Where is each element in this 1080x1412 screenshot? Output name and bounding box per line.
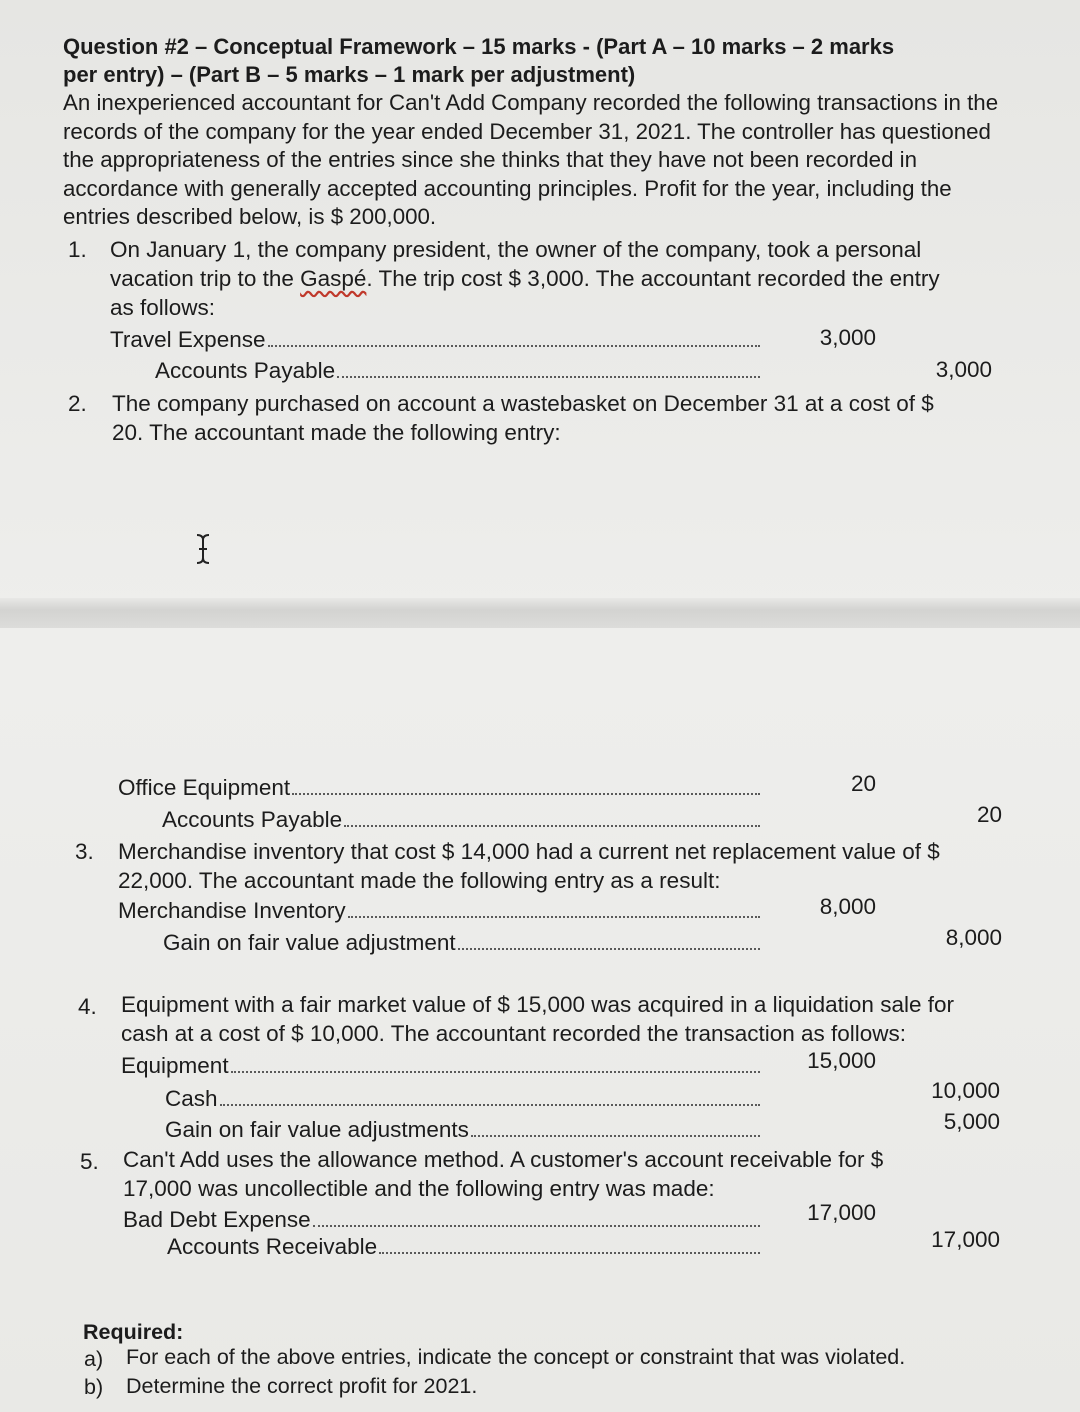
- item-3-credit-amount: 8,000: [945, 925, 1002, 950]
- item-1-number: 1.: [68, 237, 87, 262]
- leader-dots: [220, 1104, 760, 1106]
- item-1-text-c: as follows:: [110, 295, 216, 320]
- page-divider: [0, 598, 1080, 628]
- intro-paragraph: An inexperienced accountant for Can't Add Company recorded the following transactions in the records of the company for the year ended December 31, 2021. The controller has questioned the appropriateness of the entries since she thinks that they have not been recorded in accordance with generally accepted accounting principles. Profit for the year, including the entries described below, is $ 200,000.: [63, 90, 999, 229]
- item-4-credit2-line: [165, 1117, 760, 1143]
- item-5-debit-amount: 17,000: [807, 1200, 876, 1225]
- item-1-credit-line: [155, 358, 760, 384]
- item-5-number: 5.: [80, 1149, 99, 1174]
- item-5-debit-line: [123, 1207, 760, 1233]
- item-4-credit2-amount: 5,000: [943, 1109, 1000, 1134]
- required-a-text: For each of the above entries, indicate the concept or constraint that was violated.: [126, 1345, 906, 1369]
- credit-account: Gain on fair value adjustment: [163, 930, 456, 955]
- question-title-line1: Question #2 – Conceptual Framework – 15 marks - (Part A – 10 marks – 2 marks: [63, 34, 895, 59]
- item-2-debit-amount: 20: [850, 771, 876, 796]
- spellcheck-word[interactable]: Gaspé: [300, 266, 367, 291]
- required-heading: Required:: [83, 1320, 184, 1344]
- item-1-debit-line: [110, 327, 760, 353]
- leader-dots: [313, 1225, 760, 1227]
- item-4-credit-line: [165, 1086, 760, 1112]
- credit-account: Accounts Receivable: [167, 1234, 378, 1259]
- required-b-text: Determine the correct profit for 2021.: [126, 1374, 478, 1398]
- item-3-debit-line: [118, 898, 760, 924]
- leader-dots: [348, 916, 760, 918]
- item-2-text-b: 20. The accountant made the following entry:: [112, 420, 561, 445]
- item-3-text-b: 22,000. The accountant made the following entry as a result:: [118, 868, 721, 893]
- item-4-number: 4.: [78, 994, 97, 1019]
- credit-account: Gain on fair value adjustments: [165, 1117, 469, 1142]
- required-a-label: a): [84, 1347, 104, 1371]
- leader-dots: [231, 1071, 760, 1073]
- leader-dots: [471, 1135, 760, 1137]
- item-4-debit-line: [121, 1053, 760, 1079]
- item-5-text-b: 17,000 was uncollectible and the following entry was made:: [123, 1176, 715, 1201]
- item-1-text-a: On January 1, the company president, the owner of the company, took a personal: [110, 237, 922, 262]
- leader-dots: [268, 345, 761, 347]
- leader-dots: [379, 1252, 760, 1254]
- item-3-debit-amount: 8,000: [819, 894, 876, 919]
- leader-dots: [344, 825, 760, 827]
- question-title-line2: per entry) – (Part B – 5 marks – 1 mark per adjustment): [63, 62, 636, 87]
- debit-account: Equipment: [121, 1053, 229, 1078]
- item-1-text-b: vacation trip to the Gaspé. The trip cost $ 3,000. The accountant recorded the entry: [110, 266, 940, 291]
- item-5-credit-line: [167, 1234, 760, 1260]
- item-4-text-a: Equipment with a fair market value of $ 15,000 was acquired in a liquidation sale for: [121, 992, 954, 1017]
- item-3-text-a: Merchandise inventory that cost $ 14,000 had a current net replacement value of $: [118, 839, 940, 864]
- required-b-label: b): [84, 1375, 104, 1399]
- item-1-debit-amount: 3,000: [819, 325, 876, 350]
- item-2-credit-line: [162, 807, 760, 833]
- leader-dots: [458, 948, 760, 950]
- item-2-text-a: The company purchased on account a wastebasket on December 31 at a cost of $: [112, 391, 934, 416]
- leader-dots: [337, 376, 760, 378]
- item-5-credit-amount: 17,000: [931, 1227, 1000, 1252]
- debit-account: Office Equipment: [118, 775, 291, 800]
- item-4-credit-amount: 10,000: [931, 1078, 1000, 1103]
- debit-account: Merchandise Inventory: [118, 898, 346, 923]
- credit-account: Cash: [165, 1086, 218, 1111]
- debit-account: Bad Debt Expense: [123, 1207, 311, 1232]
- item-5-text-a: Can't Add uses the allowance method. A customer's account receivable for $: [123, 1147, 884, 1172]
- item-4-debit-amount: 15,000: [807, 1048, 876, 1073]
- item-2-credit-amount: 20: [976, 802, 1002, 827]
- leader-dots: [292, 793, 760, 795]
- debit-account: Travel Expense: [110, 327, 266, 352]
- item-4-text-b: cash at a cost of $ 10,000. The accountant recorded the transaction as follows:: [121, 1021, 907, 1046]
- item-3-number: 3.: [75, 839, 94, 864]
- item-2-debit-line: [118, 775, 760, 801]
- text-cursor-icon: [190, 532, 216, 566]
- item-3-credit-line: [163, 930, 760, 956]
- item-1-credit-amount: 3,000: [935, 357, 992, 382]
- credit-account: Accounts Payable: [162, 807, 343, 832]
- item-2-number: 2.: [68, 391, 87, 416]
- credit-account: Accounts Payable: [155, 358, 336, 383]
